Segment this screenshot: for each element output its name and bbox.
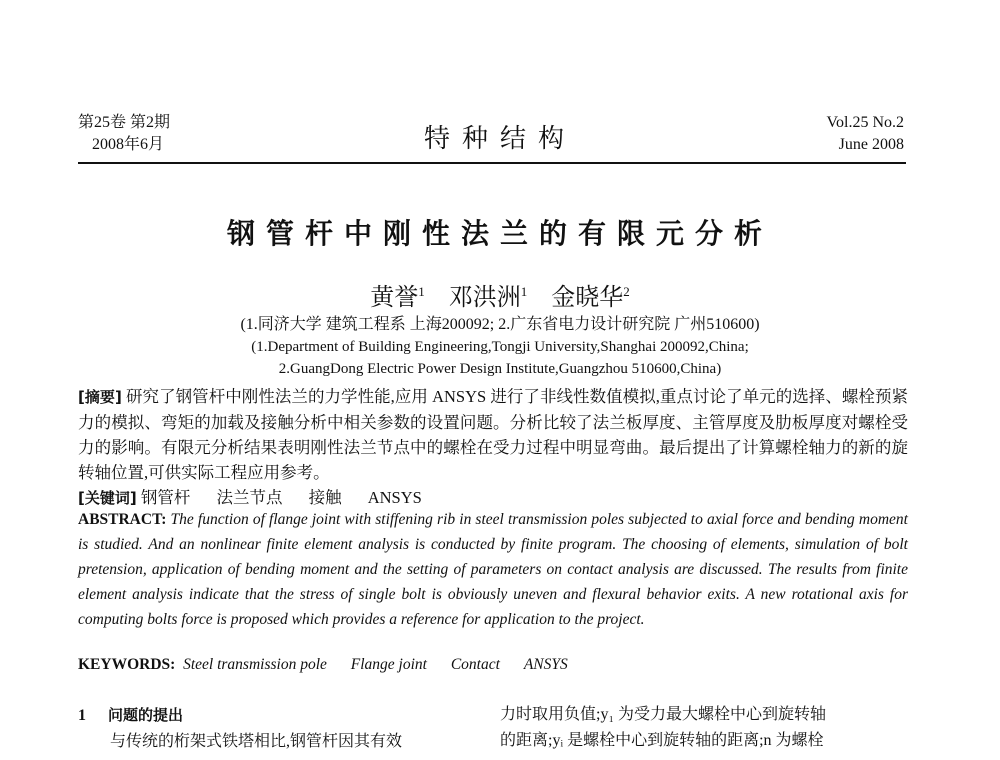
abstract-en [78, 507, 908, 632]
abstract-cn-label: [摘要] [78, 388, 122, 406]
keywords-en-label: KEYWORDS: [78, 656, 176, 673]
journal-name: 特种结构 [423, 124, 576, 153]
author: 黄誉$^1$ [370, 284, 425, 311]
affiliation-en-2: 2.GuangDong Electric Power Design Institute,Guangzhou 510600,China) [278, 361, 722, 377]
date-en: June 2008 [838, 136, 904, 153]
keyword: Contact [450, 656, 500, 673]
affiliation-en-1: (1.Department of Building Engineering,Tongji University,Shanghai 200092,China; [251, 339, 749, 355]
abstract-en-label: ABSTRACT: [78, 511, 167, 528]
keyword: ANSYS [523, 656, 568, 673]
keywords-en [78, 656, 588, 674]
section-number: 1 [78, 707, 86, 724]
issue-info-en [827, 112, 905, 156]
body-column-left [78, 702, 478, 755]
header-rule [78, 162, 906, 164]
section-heading [78, 702, 478, 729]
paragraph-line: 力时取用负值;y₁ 为受力最大螺栓中心到旋转轴 [500, 706, 827, 723]
volume-cn: 第25卷 第2期 [78, 114, 171, 131]
paragraph-line: 的距离;yᵢ 是螺栓中心到旋转轴的距离;n 为螺栓 [500, 732, 824, 749]
author: 邓洪洲$^1$ [448, 284, 528, 311]
abstract-cn-text: 研究了钢管杆中刚性法兰的力学性能,应用 ANSYS 进行了非线性数值模拟,重点讨论了单元的选择、螺栓预紧力的模拟、弯矩的加载及接触分析中相关参数的设置问题。分析比较了法兰板厚度、主管厚度及肋板厚度对螺栓受力的影响。有限元分析结果表明刚性法兰节点中的螺栓在受力过程中明显弯曲。最后提出了计算螺栓轴力的新的旋转轴位置,可供实际工程应用参考。 [78, 387, 908, 482]
body-column-right [500, 702, 908, 754]
abstract-cn [78, 384, 908, 485]
keyword: ANSYS [367, 488, 422, 507]
keyword: 钢管杆 [140, 488, 191, 507]
volume-en: Vol.25 No.2 [826, 114, 904, 131]
author-list [0, 277, 1000, 312]
keywords-cn-label: [关键词] [78, 489, 137, 507]
paragraph-line: 与传统的桁架式铁塔相比,钢管杆因其有效 [110, 733, 403, 750]
date-cn: 2008年6月 [92, 136, 165, 153]
abstract-en-text: The function of flange joint with stiffening rib in steel transmission poles subjected to axial force and bending moment is studied. And an nonlinear finite element analysis is conducted by finite program. The choosing of elements, simulation of bolt pretension, application of bending moment and the setting of parameters on contact analysis are discussed. The results from finite element analysis indicate that the stress of single bolt is obviously uneven and flexural behavior exits. A new rotational axis for computing bolts force is proposed which provides a reference for application to the project. [78, 511, 908, 628]
keyword: 接触 [308, 488, 342, 507]
keywords-cn [78, 484, 444, 508]
keyword: Steel transmission pole [183, 656, 327, 673]
keyword: Flange joint [350, 656, 427, 673]
affiliation-cn: (1.同济大学 建筑工程系 上海200092; 2.广东省电力设计研究院 广州510600) [240, 316, 760, 333]
section-title: 问题的提出 [108, 706, 184, 724]
author: 金晓华$^2$ [551, 284, 630, 311]
article-title: 钢管杆中刚性法兰的有限元分析 [226, 217, 773, 250]
keyword: 法兰节点 [216, 488, 283, 507]
